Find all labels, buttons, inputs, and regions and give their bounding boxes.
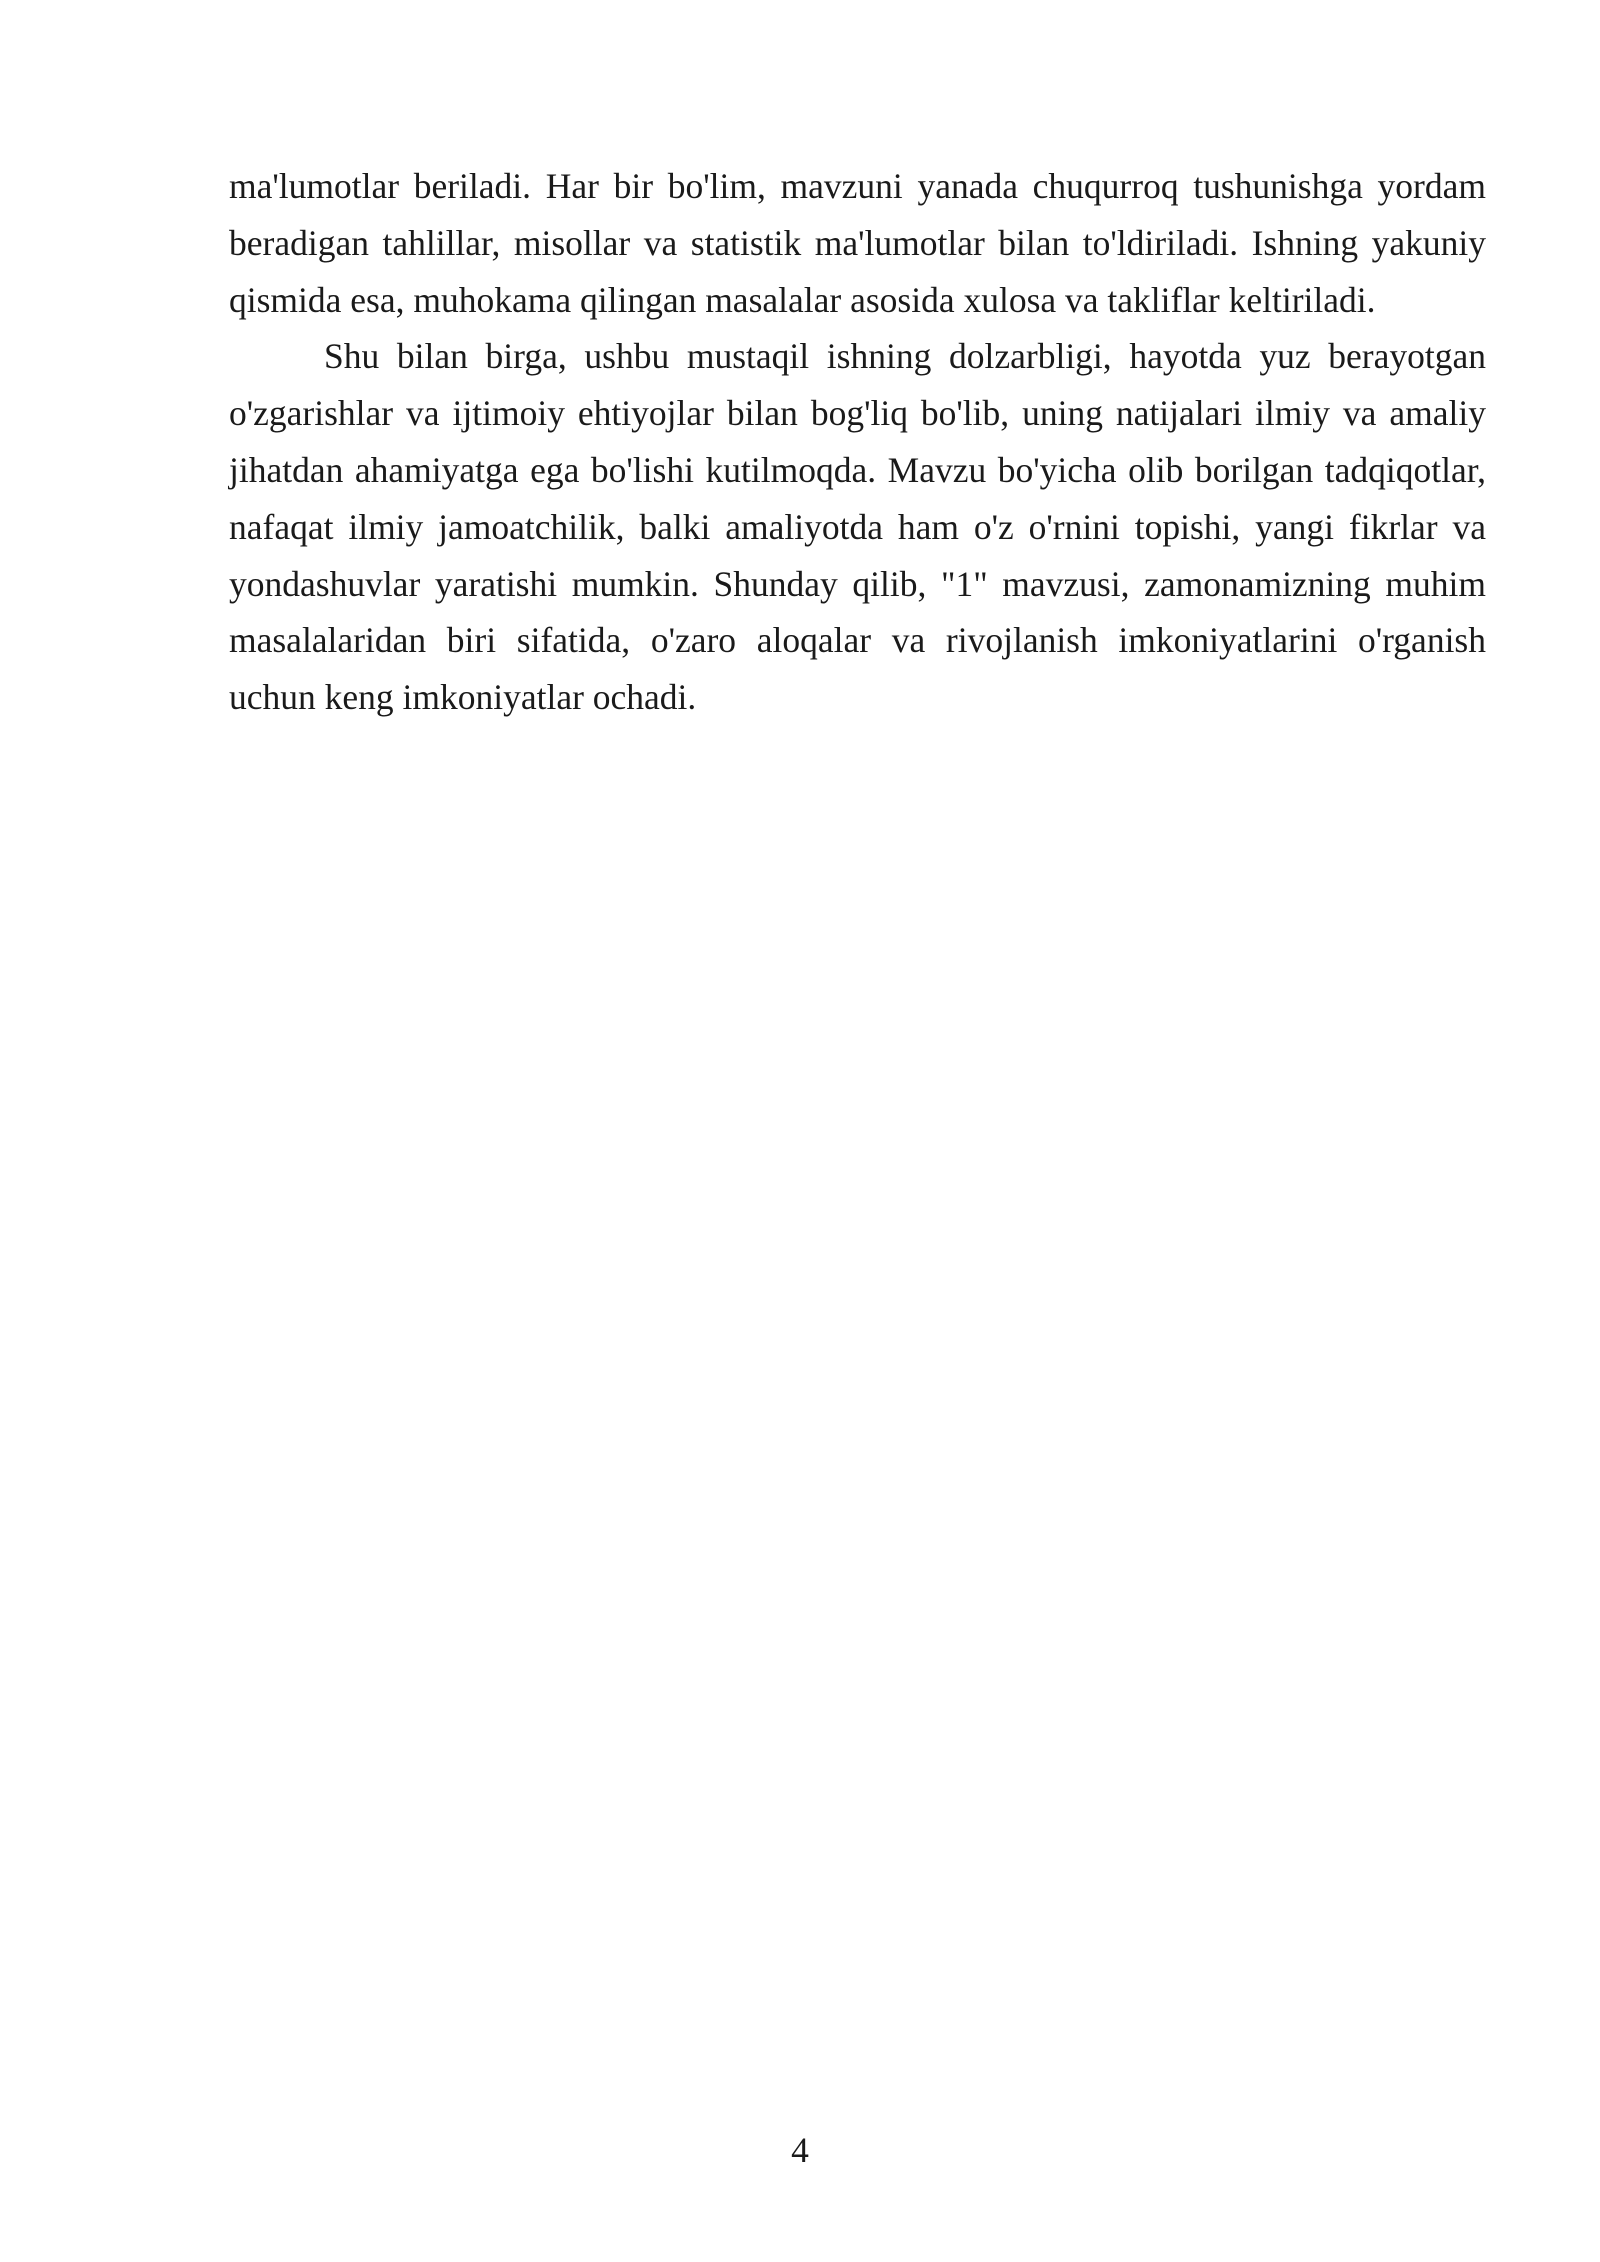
paragraph-continuation: ma'lumotlar beriladi. Har bir bo'lim, mavzuni yanada chuqurroq tushunishga yordam beradigan tahlillar, misollar va statistik ma'lumotlar bilan to'ldiriladi. Ishning yakuniy qismida esa, muhokama qilingan masalalar asosida xulosa va takliflar keltiriladi.: [229, 166, 1486, 320]
paragraph-relevance: Shu bilan birga, ushbu mustaqil ishning dolzarbligi, hayotda yuz berayotgan o'zgarishlar va ijtimoiy ehtiyojlar bilan bog'liq bo'lib, uning natijalari ilmiy va amaliy jihatdan ahamiyatga ega bo'lishi kutilmoqda. Mavzu bo'yicha olib borilgan tadqiqotlar, nafaqat ilmiy jamoatchilik, balki amaliyotda ham o'z o'rnini topishi, yangi fikrlar va yondashuvlar yaratishi mumkin. Shunday qilib, "1" mavzusi, zamonamizning muhim masalalaridan biri sifatida, o'zaro aloqalar va rivojlanish imkoniyatlarini o'rganish uchun keng imkoniyatlar ochadi.: [229, 336, 1486, 718]
page-body: [229, 158, 1486, 726]
page-number: 4: [791, 2130, 809, 2170]
